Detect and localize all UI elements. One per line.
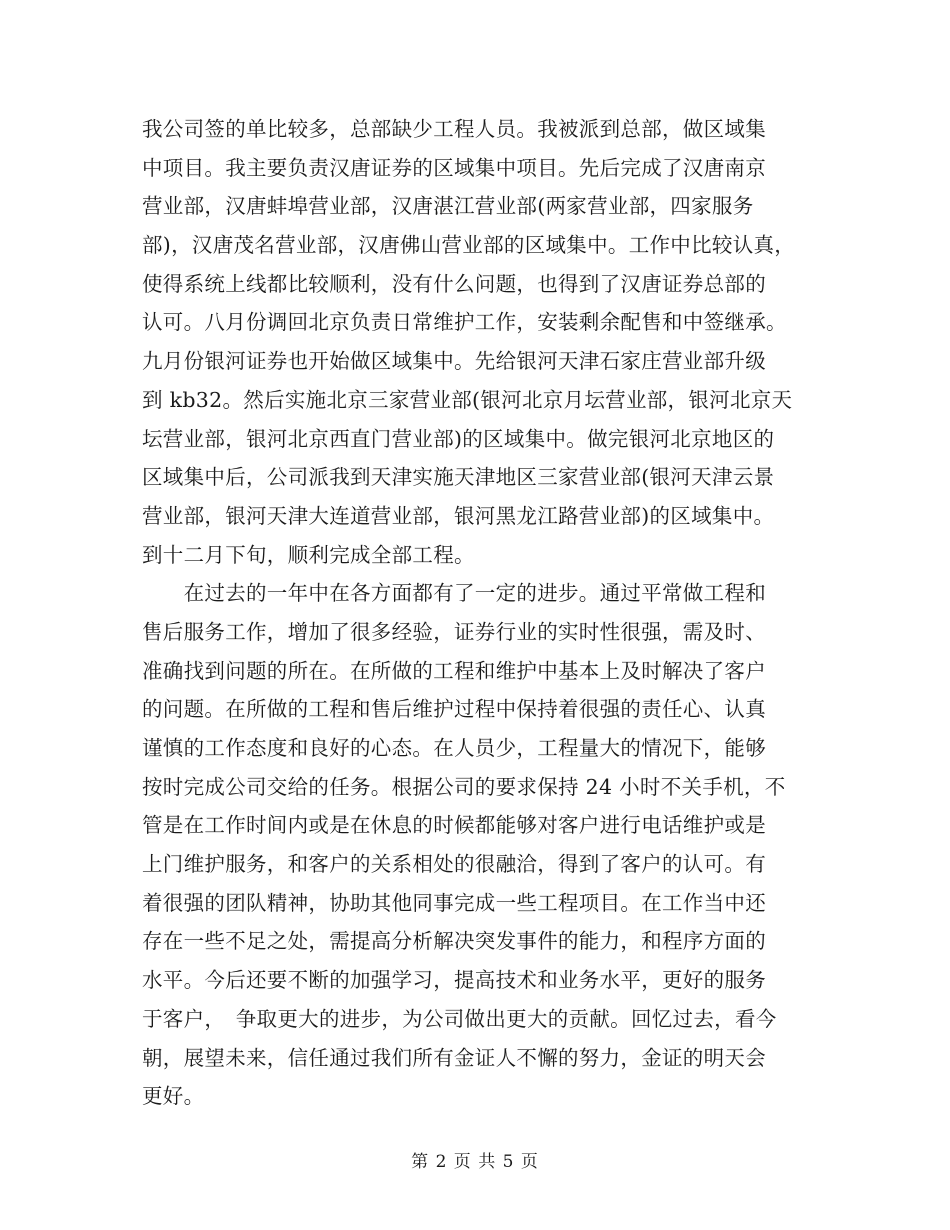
text-line: 营业部，汉唐蚌埠营业部，汉唐湛江营业部(两家营业部，四家服务 [142, 194, 754, 219]
text-line: 在过去的一年中在各方面都有了一定的进步。通过平常做工程和 [142, 581, 766, 606]
text-line: 到十二月下旬，顺利完成全部工程。 [142, 542, 475, 567]
text-line: 到 kb32。然后实施北京三家营业部(银河北京月坛营业部，银河北京天 [142, 387, 793, 412]
text-line: 中项目。我主要负责汉唐证券的区域集中项目。先后完成了汉唐南京 [142, 155, 766, 180]
text-line: 水平。今后还要不断的加强学习，提高技术和业务水平，更好的服务 [142, 968, 766, 993]
text-line: 管是在工作时间内或是在休息的时候都能够对客户进行电话维护或是 [142, 813, 766, 838]
text-line: 区域集中后，公司派我到天津实施天津地区三家营业部(银河天津云景 [142, 465, 775, 490]
text-line: 上门维护服务，和客户的关系相处的很融洽，得到了客户的认可。有 [142, 852, 766, 877]
text-line: 谨慎的工作态度和良好的心态。在人员少，工程量大的情况下，能够 [142, 736, 766, 760]
text-line: 准确找到问题的所在。在所做的工程和维护中基本上及时解决了客户 [142, 658, 766, 683]
text-line: 部)，汉唐茂名营业部，汉唐佛山营业部的区域集中。工作中比较认真， [142, 233, 796, 258]
text-line: 我公司签的单比较多，总部缺少工程人员。我被派到总部，做区域集 [142, 117, 766, 141]
text-line: 坛营业部，银河北京西直门营业部)的区域集中。做完银河北京地区的 [142, 426, 775, 451]
text-line: 按时完成公司交给的任务。根据公司的要求保持 24 小时不关手机，不 [142, 774, 786, 799]
text-line: 认可。八月份调回北京负责日常维护工作，安装剩余配售和中签继承。 [142, 310, 787, 335]
text-line: 存在一些不足之处，需提高分析解决突发事件的能力，和程序方面的 [142, 929, 766, 954]
text-line: 更好。 [142, 1084, 205, 1109]
text-line: 于客户， 争取更大的进步，为公司做出更大的贡献。回忆过去，看今 [142, 1006, 777, 1031]
text-line: 的问题。在所做的工程和售后维护过程中保持着很强的责任心、认真 [142, 697, 766, 722]
text-line: 售后服务工作，增加了很多经验，证券行业的实时性很强，需及时、 [142, 619, 766, 644]
body-text [142, 110, 822, 1116]
text-line: 着很强的团队精神，协助其他同事完成一些工程项目。在工作当中还 [142, 890, 766, 915]
text-line: 使得系统上线都比较顺利，没有什么问题，也得到了汉唐证券总部的 [142, 271, 766, 296]
text-line: 朝，展望未来，信任通过我们所有金证人不懈的努力，金证的明天会 [142, 1045, 766, 1070]
text-line: 营业部，银河天津大连道营业部，银河黑龙江路营业部)的区域集中。 [142, 503, 775, 528]
text-line: 九月份银河证券也开始做区域集中。先给银河天津石家庄营业部升级 [142, 349, 766, 374]
page-number-footer: 第 2 页 共 5 页 [411, 1152, 539, 1172]
